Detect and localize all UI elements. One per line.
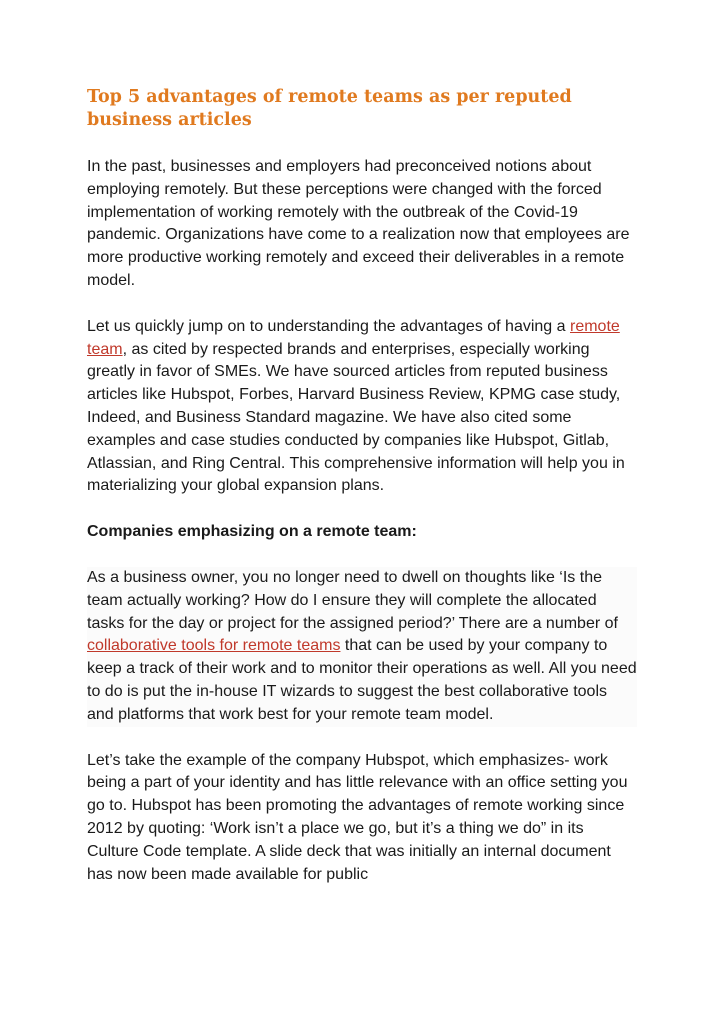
- article-title: Top 5 advantages of remote teams as per reputed business articles: [87, 87, 572, 130]
- remote-team-link[interactable]: remote team: [87, 317, 620, 358]
- business-owner-text-after: that can be used by your company to keep a track of their work and to monitor their operations as well. All you need to do is put the in-house IT wizards to suggest the best collaborative tools and platforms that work best for your remote team model.: [87, 637, 637, 723]
- collaborative-tools-link[interactable]: collaborative tools for remote teams: [87, 637, 341, 655]
- advantages-text-after: , as cited by respected brands and enterprises, especially working greatly in favor of SMEs. We have sourced articles from reputed business articles like Hubspot, Forbes, Harvard Business Review, KPMG case study, Indeed, and Business Standard magazine. We have also cited some examples and case studies conducted by companies like Hubspot, Gitlab, Atlassian, and Ring Central. This comprehensive information will help you in materializing your global expansion plans.: [87, 340, 625, 495]
- business-owner-text-before: As a business owner, you no longer need to dwell on thoughts like ‘Is the team actually working? How do I ensure they will complete the allocated tasks for the day or project for the assigned period?’ There are a number of: [87, 568, 618, 632]
- advantages-text-before: Let us quickly jump on to understanding the advantages of having a: [87, 317, 570, 335]
- companies-subheading: Companies emphasizing on a remote team:: [87, 523, 417, 541]
- document-page: [87, 86, 637, 909]
- intro-paragraph: In the past, businesses and employers had preconceived notions about employing remotely. But these perceptions were changed with the forced implementation of working remotely with the outbreak of the Covid-19 pandemic. Organizations have come to a realization now that employees are more productive working remotely and exceed their deliverables in a remote model.: [87, 158, 630, 289]
- advantages-paragraph: [87, 316, 637, 498]
- hubspot-paragraph: Let’s take the example of the company Hubspot, which emphasizes- work being a part of your identity and has little relevance with an office setting you go to. Hubspot has been promoting the advantages of remote working since 2012 by quoting: ‘Work isn’t a place we go, but it’s a thing we do” in its Culture Code template. A slide deck that was initially an internal document has now been made available for public: [87, 751, 628, 883]
- business-owner-paragraph: [87, 567, 637, 727]
